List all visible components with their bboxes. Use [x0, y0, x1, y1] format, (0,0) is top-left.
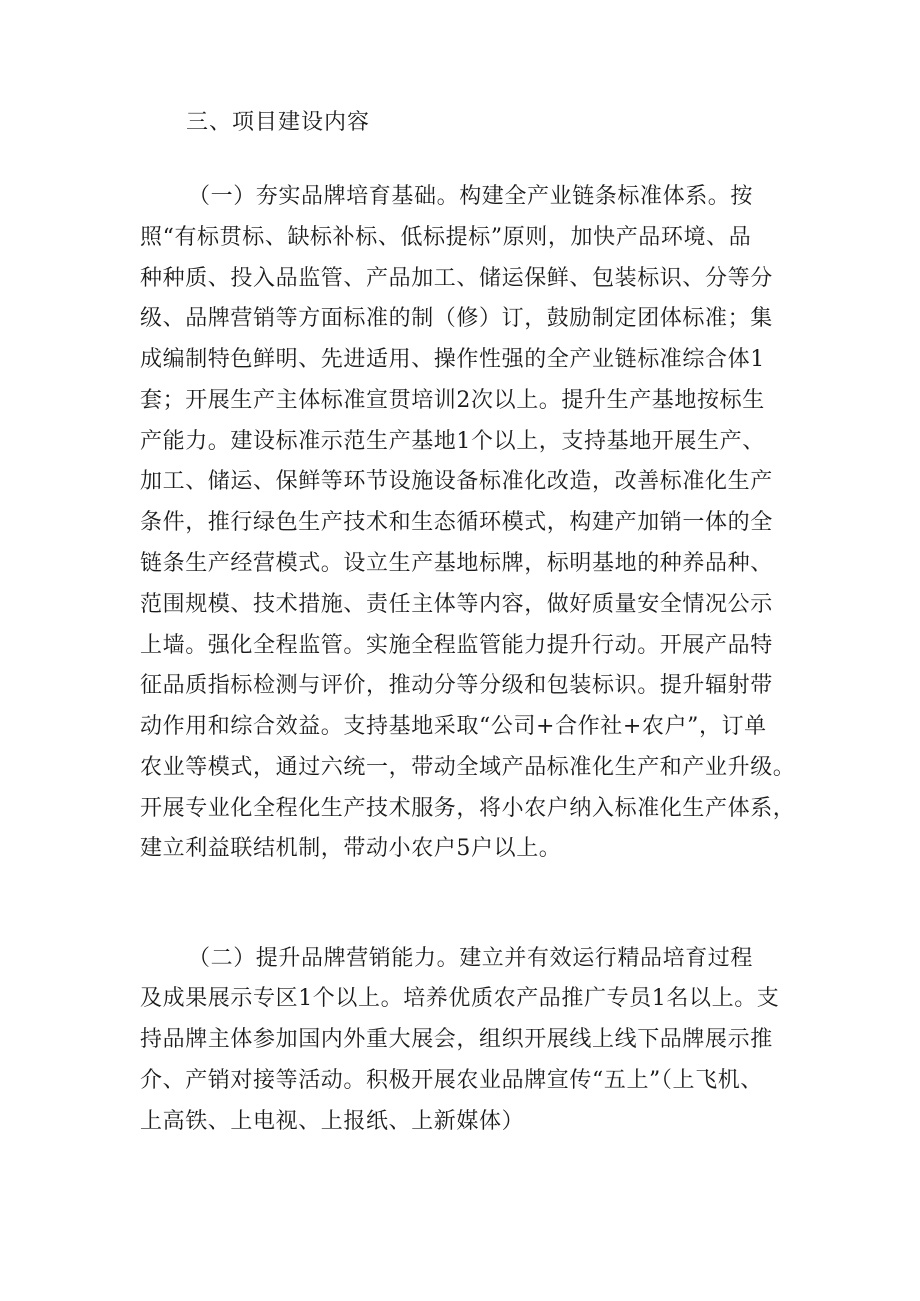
paragraph-line: 征品质指标检测与评价，推动分等分级和包装标识。提升辐射带: [140, 673, 773, 698]
paragraph-line: 农业等模式，通过六统一，带动全域产品标准化生产和产业升级。: [140, 755, 796, 780]
paragraph-line: 加工、储运、保鲜等环节设施设备标准化改造，改善标准化生产: [140, 469, 773, 494]
paragraph-line: 成编制特色鲜明、先进适用、操作性强的全产业链标准综合体1: [140, 347, 765, 372]
paragraph-line: 条件，推行绿色生产技术和生态循环模式，构建产加销一体的全: [140, 510, 773, 535]
paragraph-line: 范围规模、技术措施、责任主体等内容，做好质量安全情况公示: [140, 592, 773, 617]
paragraph-line: （二）提升品牌营销能力。建立并有效运行精品培育过程: [188, 946, 754, 971]
paragraph-line: 链条生产经营模式。设立生产基地标牌，标明基地的种养品种、: [140, 551, 773, 576]
paragraph-line: 上高铁、上电视、上报纸、上新媒体）: [140, 1109, 525, 1134]
paragraph-line: 照“有标贯标、缺标补标、低标提标”原则，加快产品环境、品: [140, 225, 752, 250]
paragraph-line: 种种质、投入品监管、产品加工、储运保鲜、包装标识、分等分: [140, 266, 773, 291]
paragraph-line: 持品牌主体参加国内外重大展会，组织开展线上线下品牌展示推: [140, 1027, 773, 1052]
paragraph-line: 及成果展示专区1个以上。培养优质农产品推广专员1名以上。支: [140, 986, 780, 1011]
paragraph-line: （一）夯实品牌培育基础。构建全产业链条标准体系。按: [188, 184, 754, 209]
paragraph-line: 开展专业化全程化生产技术服务，将小农户纳入标准化生产体系，: [140, 796, 796, 821]
paragraph-line: 产能力。建设标准示范生产基地1个以上，支持基地开展生产、: [140, 429, 765, 454]
paragraph-line: 套；开展生产主体标准宣贯培训2次以上。提升生产基地按标生: [140, 388, 765, 413]
section-heading: 三、项目建设内容: [186, 110, 371, 135]
paragraph-line: 上墙。强化全程监管。实施全程监管能力提升行动。开展产品特: [140, 633, 773, 658]
paragraph-line: 介、产销对接等活动。积极开展农业品牌宣传“五上”（上飞机、: [140, 1068, 763, 1093]
paragraph-line: 动作用和综合效益。支持基地采取“公司+合作社+农户”，订单: [140, 714, 767, 739]
paragraph-line: 建立利益联结机制，带动小农户5户以上。: [140, 836, 562, 861]
paragraph-line: 级、品牌营销等方面标准的制（修）订，鼓励制定团体标准；集: [140, 306, 773, 331]
